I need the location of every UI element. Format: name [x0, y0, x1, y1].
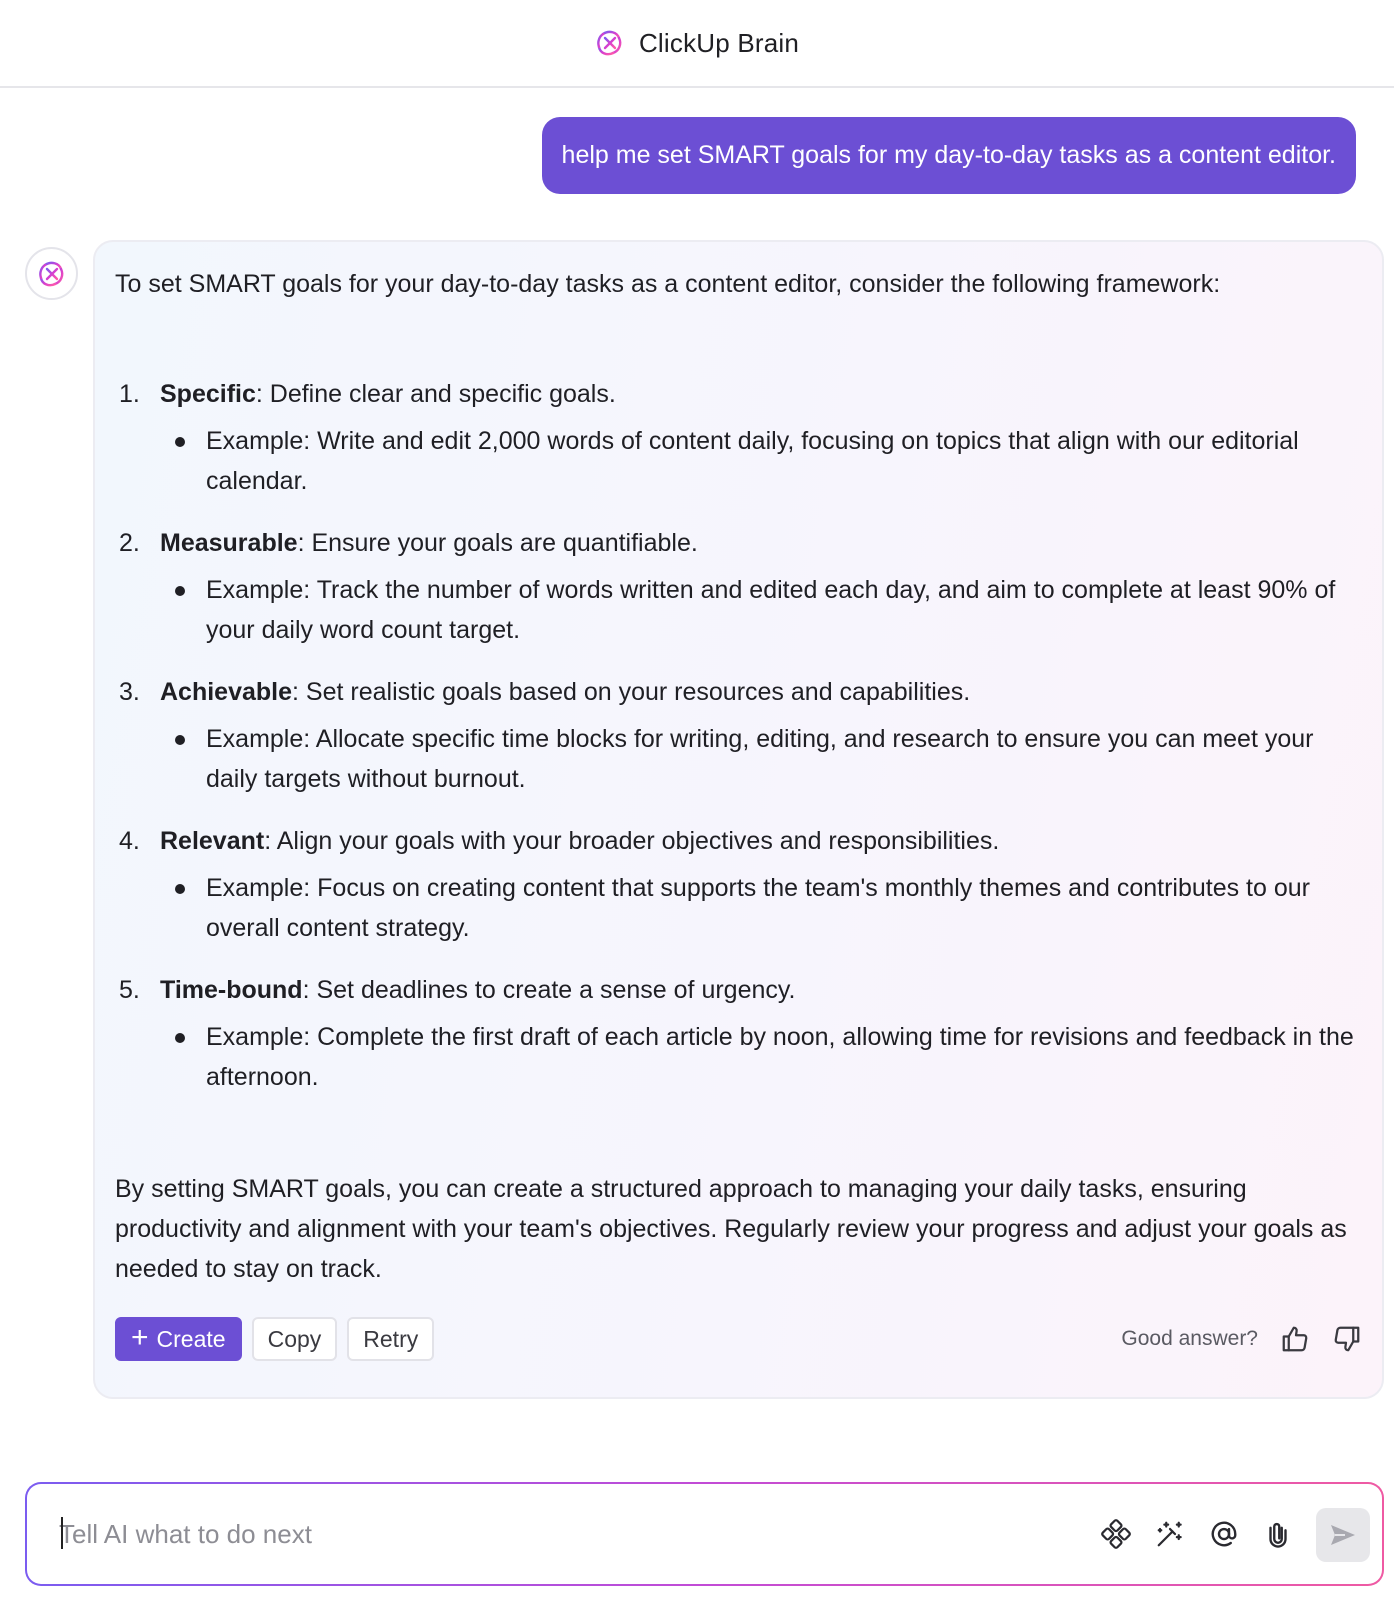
assistant-avatar [25, 247, 78, 300]
goal-name: Achievable [160, 678, 293, 706]
feedback-label: Good answer? [1121, 1327, 1258, 1350]
goal-example: Example: Track the number of words written and edited each day, and aim to complete at least 90% of your daily word count target. [160, 570, 1365, 650]
retry-button[interactable]: Retry [347, 1317, 434, 1361]
text-caret [61, 1517, 63, 1549]
answer-outro: By setting SMART goals, you can create a structured approach to managing your daily tasks, ensuring productivity and alignment with your team's objectives. Regularly review your progress and adjust your goals as needed to stay on track. [115, 1175, 1347, 1283]
send-button[interactable] [1316, 1508, 1370, 1562]
attachment-icon[interactable] [1262, 1514, 1294, 1554]
assistant-answer-card [93, 240, 1384, 1399]
create-button[interactable] [115, 1317, 242, 1361]
goal-number: 3. [119, 678, 140, 706]
thumbs-up-icon[interactable] [1280, 1324, 1310, 1354]
clickup-brain-logo-icon [37, 259, 67, 289]
answer-feedback [1121, 1317, 1362, 1361]
smart-goals-list [115, 374, 1365, 1097]
copy-button[interactable]: Copy [252, 1317, 338, 1361]
goal-example: Example: Write and edit 2,000 words of content daily, focusing on topics that align with our editorial calendar. [160, 421, 1365, 501]
goal-description: : Define clear and specific goals. [255, 380, 616, 408]
prompt-input[interactable] [59, 1506, 1039, 1562]
goal-number: 4. [119, 827, 140, 855]
goal-item-specific [115, 374, 1365, 501]
apps-icon[interactable] [1100, 1514, 1132, 1554]
composer-tools [1100, 1514, 1294, 1554]
send-icon [1329, 1523, 1357, 1547]
answer-body [115, 264, 1365, 1289]
goal-number: 1. [119, 380, 140, 408]
plus-icon: + [131, 1320, 149, 1354]
goal-number: 5. [119, 976, 140, 1004]
prompt-composer-inner [27, 1484, 1382, 1584]
chat-header [0, 0, 1394, 88]
goal-example: Example: Allocate specific time blocks for writing, editing, and research to ensure you can meet your daily targets without burnout. [160, 719, 1365, 799]
magic-sparkle-icon[interactable] [1154, 1514, 1186, 1554]
answer-actions [115, 1317, 434, 1361]
goal-example: Example: Complete the first draft of each article by noon, allowing time for revisions and feedback in the afternoon. [160, 1017, 1365, 1097]
goal-item-achievable [115, 672, 1365, 799]
clickup-brain-logo-icon [595, 28, 625, 58]
user-message-bubble: help me set SMART goals for my day-to-day tasks as a content editor. [542, 117, 1356, 194]
goal-name: Specific [160, 380, 256, 408]
goal-name: Time-bound [160, 976, 303, 1004]
goal-description: : Set realistic goals based on your resources and capabilities. [292, 678, 971, 706]
goal-item-measurable [115, 523, 1365, 650]
goal-example: Example: Focus on creating content that supports the team's monthly themes and contributes to our overall content strategy. [160, 868, 1365, 948]
goal-name: Measurable [160, 529, 298, 557]
create-button-label: Create [156, 1325, 226, 1352]
prompt-composer [25, 1482, 1384, 1586]
goal-description: : Align your goals with your broader objectives and responsibilities. [264, 827, 1000, 855]
goal-description: : Ensure your goals are quantifiable. [297, 529, 698, 557]
goal-name: Relevant [160, 827, 265, 855]
goal-description: : Set deadlines to create a sense of urgency. [302, 976, 796, 1004]
at-mention-icon[interactable] [1208, 1514, 1240, 1554]
goal-number: 2. [119, 529, 140, 557]
thumbs-down-icon[interactable] [1332, 1324, 1362, 1354]
goal-item-relevant [115, 821, 1365, 948]
answer-intro: To set SMART goals for your day-to-day tasks as a content editor, consider the following framework: [115, 270, 1221, 298]
goal-item-time-bound [115, 970, 1365, 1097]
app-title: ClickUp Brain [638, 27, 800, 58]
